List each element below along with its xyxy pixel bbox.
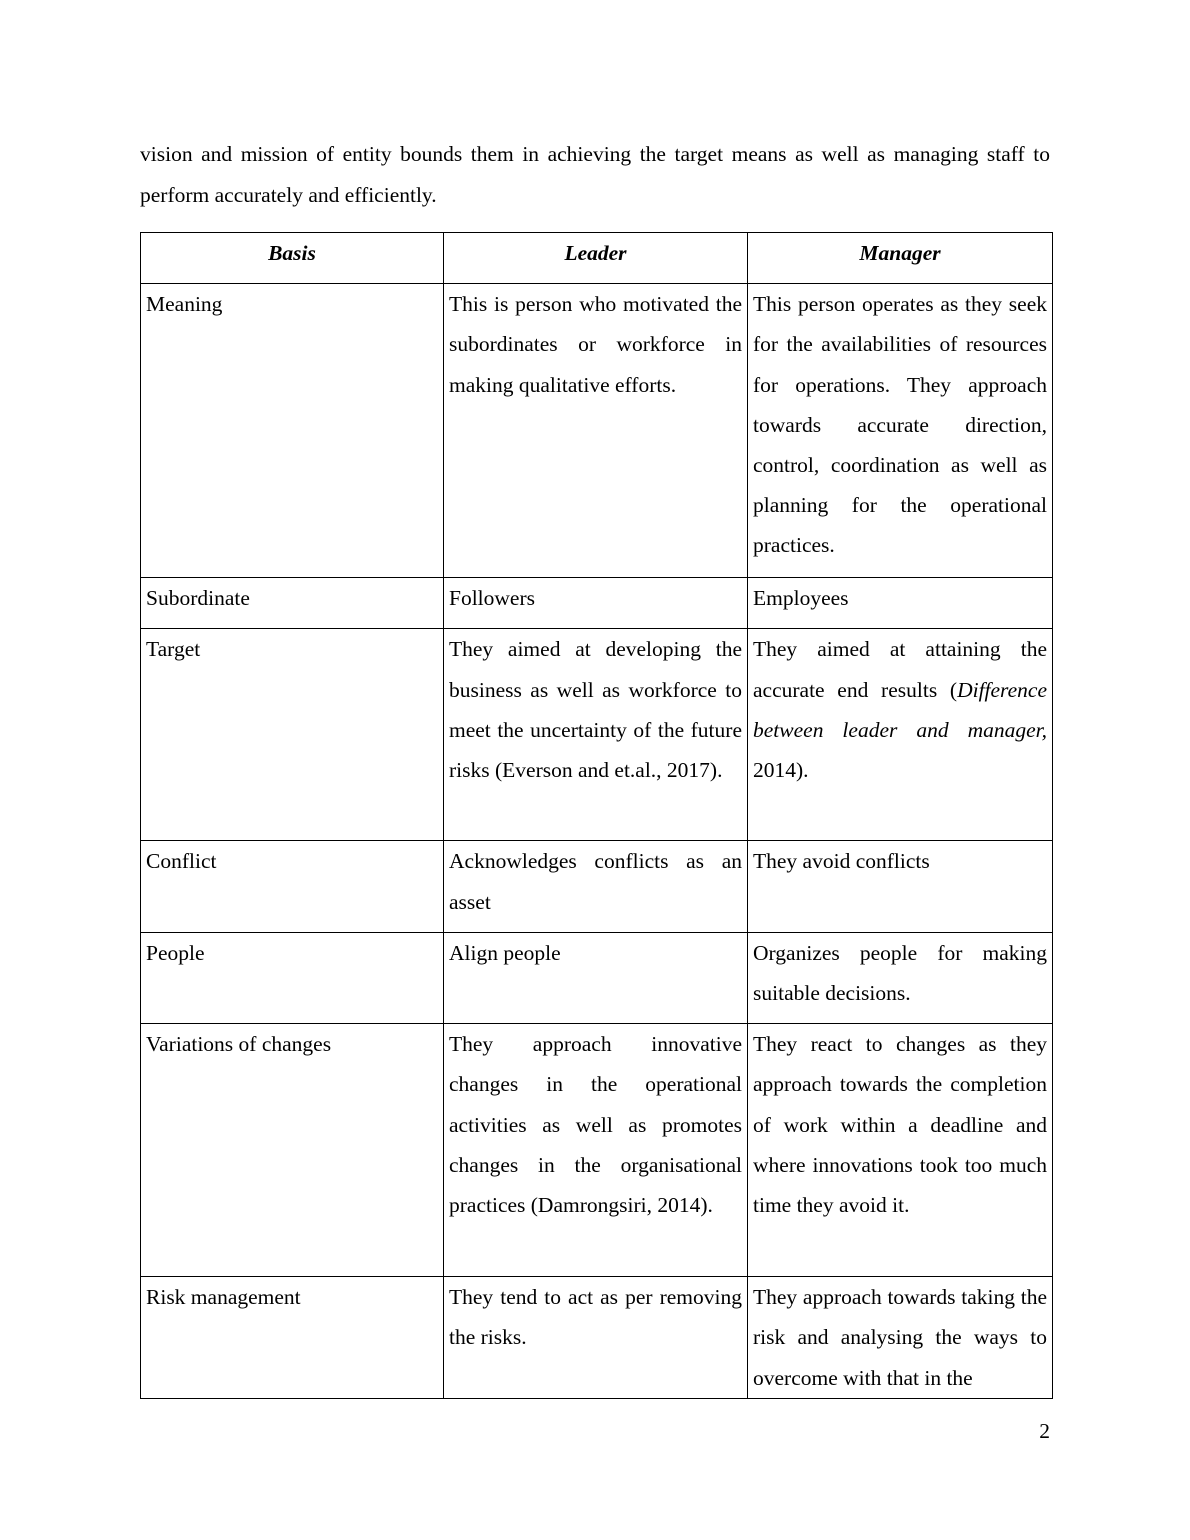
cell-basis: Subordinate <box>141 578 444 629</box>
table-row-target <box>141 629 1053 841</box>
cell-manager: They avoid conflicts <box>748 841 1053 932</box>
cell-manager <box>748 629 1053 841</box>
cell-basis: People <box>141 932 444 1023</box>
citation-title: Difference between leader and manager, <box>753 677 1047 742</box>
cell-basis: Variations of changes <box>141 1024 444 1277</box>
cell-leader: They tend to act as per removing the risks. <box>444 1277 748 1399</box>
cell-basis: Target <box>141 629 444 841</box>
cell-manager: Organizes people for making suitable decisions. <box>748 932 1053 1023</box>
cell-leader: They aimed at developing the business as well as workforce to meet the uncertainty of the future risks (Everson and et.al., 2017). <box>444 629 748 841</box>
cell-leader: This is person who motivated the subordinates or workforce in making qualitative efforts. <box>444 284 748 578</box>
cell-basis: Meaning <box>141 284 444 578</box>
header-basis: Basis <box>141 233 444 284</box>
cell-manager: They approach towards taking the risk and analysing the ways to overcome with that in the <box>748 1277 1053 1399</box>
table-row-variations <box>141 1024 1053 1277</box>
page-number: 2 <box>1039 1419 1050 1443</box>
table-row-conflict <box>141 841 1053 932</box>
cell-leader: They approach innovative changes in the operational activities as well as promotes changes in the organisational practices (Damrongsiri, 2014). <box>444 1024 748 1277</box>
header-leader: Leader <box>444 233 748 284</box>
table-header-row <box>141 233 1053 284</box>
cell-manager: This person operates as they seek for the availabilities of resources for operations. They approach towards accurate direction, control, coordination as well as planning for the operational practices. <box>748 284 1053 578</box>
table-row-meaning <box>141 284 1053 578</box>
leader-manager-comparison-table <box>140 232 1053 1399</box>
table-row-subordinate <box>141 578 1053 629</box>
header-manager: Manager <box>748 233 1053 284</box>
cell-basis: Conflict <box>141 841 444 932</box>
cell-basis: Risk management <box>141 1277 444 1399</box>
cell-manager: They react to changes as they approach towards the completion of work within a deadline and where innovations took too much time they avoid it. <box>748 1024 1053 1277</box>
manager-text: They aimed at attaining the accurate end results ( <box>753 637 1047 702</box>
table-row-risk <box>141 1277 1053 1399</box>
cell-leader: Acknowledges conflicts as an asset <box>444 841 748 932</box>
intro-paragraph: vision and mission of entity bounds them in achieving the target means as well as managing staff to perform accurately and efficiently. <box>140 142 1050 207</box>
cell-leader: Align people <box>444 932 748 1023</box>
table-row-people <box>141 932 1053 1023</box>
cell-leader: Followers <box>444 578 748 629</box>
cell-manager: Employees <box>748 578 1053 629</box>
citation-year: 2014). <box>753 758 809 783</box>
